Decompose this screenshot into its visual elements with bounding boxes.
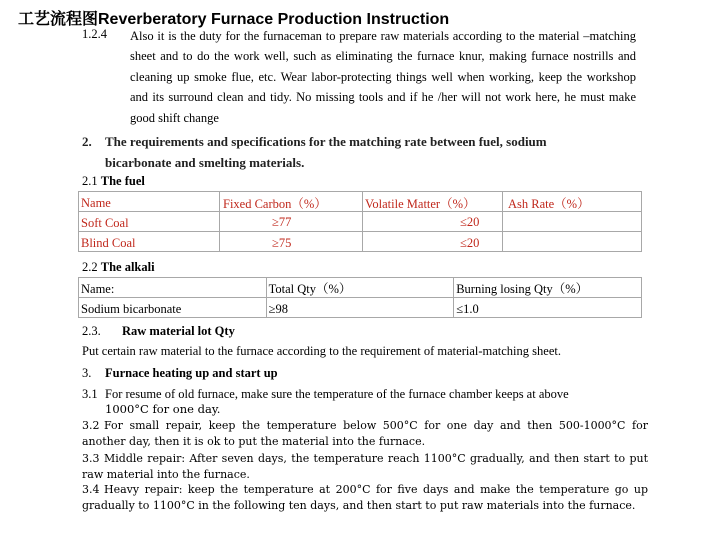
page-title: 工艺流程图Reverberatory Furnace Production Instruction [18, 11, 450, 28]
alkali-row-1-burning-losing: ≤1.0 [454, 298, 642, 318]
fuel-header-ash-rate-label: Ash Rate（%） [508, 197, 590, 211]
fuel-row-2-fixed-carbon: ≥75 [272, 236, 292, 250]
section-3-4-number: 3.4 [82, 483, 100, 496]
alkali-row-1-name: Sodium bicarbonate [79, 298, 267, 318]
table-row [79, 298, 642, 318]
section-3-2 [82, 418, 648, 449]
fuel-row-2-name: Blind Coal [79, 232, 220, 252]
fuel-row-1-ash [503, 212, 642, 232]
section-3-3-number: 3.3 [82, 452, 100, 465]
alkali-header-total-qty: Total Qty（%） [266, 278, 454, 298]
section-2-2-heading [82, 260, 155, 275]
fuel-row-1-volatile [363, 212, 503, 232]
section-2-3-heading [82, 324, 235, 339]
section-3-4 [82, 482, 648, 513]
alkali-row-1-total-qty: ≥98 [266, 298, 454, 318]
section-3-4-text: Heavy repair: keep the temperature at 200°C for five days and make the temperature go up gradually to 1100°C in the following ten days, and then start to put raw materials into the furnace. [82, 483, 648, 512]
section-3-number: 3. [82, 366, 92, 380]
section-3-2-text: For small repair, keep the temperature below 500°C for one day and then 500-1000°C for another day, then it is ok to put the material into the furnace. [82, 419, 648, 448]
section-2-2-title: The alkali [100, 260, 155, 274]
fuel-row-1-name: Soft Coal [79, 212, 220, 232]
section-2-number: 2. [82, 134, 92, 149]
section-2-title-line1: The requirements and specifications for the matching rate between fuel, sodium [105, 134, 547, 149]
section-2-1-number: 2.1 [82, 174, 98, 188]
section-2-3-title: Raw material lot Qty [122, 324, 235, 338]
section-3-1-continuation: 1000°C for one day. [105, 402, 221, 416]
section-3-1-number: 3.1 [82, 387, 98, 401]
section-2-3-text: Put certain raw material to the furnace according to the requirement of material-matching sheet. [82, 344, 561, 358]
section-3-3 [82, 451, 648, 482]
section-2-2-number: 2.2 [82, 260, 98, 274]
fuel-row-2-volatile [363, 232, 503, 252]
fuel-row-1-volatile-value: ≤20 [460, 215, 480, 229]
alkali-table [78, 277, 642, 318]
fuel-header-name: Name [79, 192, 220, 212]
fuel-header-volatile-matter-label: Volatile Matter（%） [365, 197, 476, 211]
alkali-header-name: Name: [79, 278, 267, 298]
section-1-2-4-text: Also it is the duty for the furnaceman to prepare raw materials according to the material –matching sheet and to do the work well, such as eliminating the furnace knur, making furnace nostrills and cleaning up smoke flue, etc. Wear labor-protecting things well when working, keep the workshop and its surround clean and tidy. No missing tools and if he /her will not work here, he must make good shift change [130, 29, 636, 125]
alkali-table-header-row [79, 278, 642, 298]
section-3-3-text: Middle repair: After seven days, the temperature reach 1100°C gradually, and then start to put raw material into the furnace. [82, 452, 648, 481]
section-2-1-title: The fuel [100, 174, 145, 188]
section-number-1-2-4: 1.2.4 [82, 27, 107, 41]
fuel-row-1-fixed-carbon: ≥77 [272, 215, 292, 229]
section-3-title: Furnace heating up and start up [105, 366, 278, 380]
section-3-heading [82, 366, 278, 381]
section-2-1-heading [82, 174, 145, 189]
section-2-heading [82, 131, 638, 173]
table-row [79, 212, 642, 232]
fuel-row-2-ash [503, 232, 642, 252]
fuel-row-2-volatile-value: ≤20 [460, 236, 480, 250]
section-2-title-line2: bicarbonate and smelting materials. [105, 155, 305, 170]
section-3-1-line [82, 387, 569, 402]
section-3-1-text: For resume of old furnace, make sure the temperature of the furnace chamber keeps at above [105, 387, 569, 401]
alkali-header-burning-losing: Burning losing Qty（%） [454, 278, 642, 298]
table-row [79, 232, 642, 252]
section-2-3-number: 2.3. [82, 324, 101, 338]
section-3-2-number: 3.2 [82, 419, 100, 432]
fuel-header-fixed-carbon-label: Fixed Carbon（%） [223, 197, 327, 211]
